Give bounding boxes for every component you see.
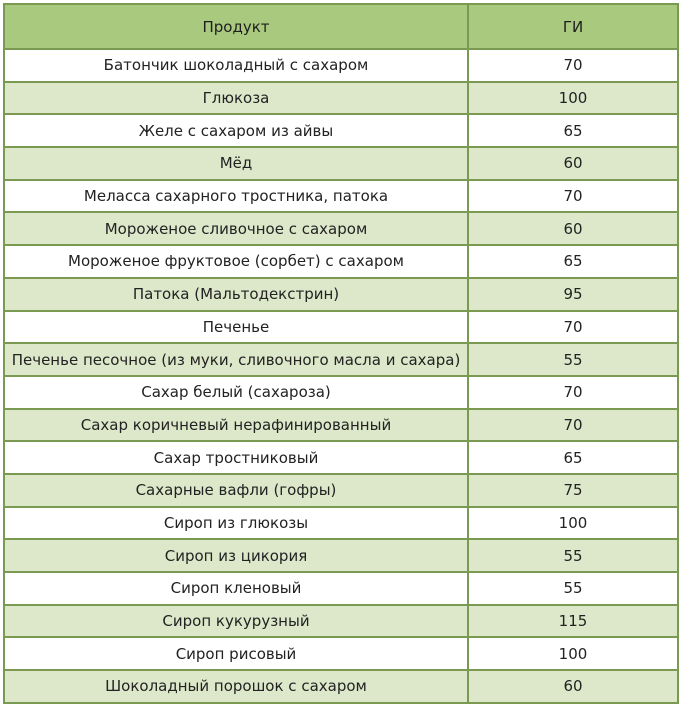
cell-gi: 115 — [468, 605, 678, 638]
table-row — [4, 49, 678, 82]
table-row — [4, 311, 678, 344]
column-header-product: Продукт — [4, 4, 468, 49]
table-row — [4, 245, 678, 278]
table-row — [4, 376, 678, 409]
cell-product: Сахар тростниковый — [4, 441, 468, 474]
cell-product: Мороженое сливочное с сахаром — [4, 212, 468, 245]
cell-product: Сахарные вафли (гофры) — [4, 474, 468, 507]
cell-gi: 95 — [468, 278, 678, 311]
glycemic-index-table — [3, 3, 679, 704]
table-row — [4, 605, 678, 638]
cell-product: Печенье песочное (из муки, сливочного масла и сахара) — [4, 343, 468, 376]
cell-gi: 100 — [468, 637, 678, 670]
cell-product: Печенье — [4, 311, 468, 344]
cell-product: Сахар коричневый нерафинированный — [4, 409, 468, 442]
table-row — [4, 507, 678, 540]
cell-product: Меласса сахарного тростника, патока — [4, 180, 468, 213]
cell-gi: 100 — [468, 82, 678, 115]
cell-gi: 65 — [468, 245, 678, 278]
cell-product: Сироп кукурузный — [4, 605, 468, 638]
table-row — [4, 147, 678, 180]
table-row — [4, 474, 678, 507]
cell-gi: 70 — [468, 376, 678, 409]
cell-product: Мороженое фруктовое (сорбет) с сахаром — [4, 245, 468, 278]
cell-gi: 65 — [468, 114, 678, 147]
cell-gi: 65 — [468, 441, 678, 474]
cell-gi: 70 — [468, 409, 678, 442]
cell-gi: 55 — [468, 572, 678, 605]
cell-product: Сироп из глюкозы — [4, 507, 468, 540]
table-row — [4, 180, 678, 213]
cell-product: Сироп из цикория — [4, 539, 468, 572]
cell-product: Сироп рисовый — [4, 637, 468, 670]
cell-gi: 70 — [468, 311, 678, 344]
cell-gi: 60 — [468, 670, 678, 703]
table-row — [4, 343, 678, 376]
cell-gi: 70 — [468, 180, 678, 213]
column-header-gi: ГИ — [468, 4, 678, 49]
cell-product: Шоколадный порошок с сахаром — [4, 670, 468, 703]
cell-product: Глюкоза — [4, 82, 468, 115]
cell-gi: 60 — [468, 212, 678, 245]
table-row — [4, 278, 678, 311]
table-row — [4, 637, 678, 670]
table-row — [4, 114, 678, 147]
cell-product: Сироп кленовый — [4, 572, 468, 605]
table-header-row — [4, 4, 678, 49]
cell-gi: 60 — [468, 147, 678, 180]
table-body — [4, 49, 678, 703]
cell-gi: 75 — [468, 474, 678, 507]
table-row — [4, 441, 678, 474]
cell-gi: 55 — [468, 343, 678, 376]
cell-gi: 100 — [468, 507, 678, 540]
cell-product: Желе с сахаром из айвы — [4, 114, 468, 147]
cell-product: Патока (Мальтодекстрин) — [4, 278, 468, 311]
cell-product: Мёд — [4, 147, 468, 180]
cell-gi: 70 — [468, 49, 678, 82]
table-row — [4, 670, 678, 703]
cell-product: Батончик шоколадный с сахаром — [4, 49, 468, 82]
table-row — [4, 539, 678, 572]
table-row — [4, 82, 678, 115]
table-row — [4, 212, 678, 245]
table-row — [4, 572, 678, 605]
table-row — [4, 409, 678, 442]
cell-product: Сахар белый (сахароза) — [4, 376, 468, 409]
cell-gi: 55 — [468, 539, 678, 572]
